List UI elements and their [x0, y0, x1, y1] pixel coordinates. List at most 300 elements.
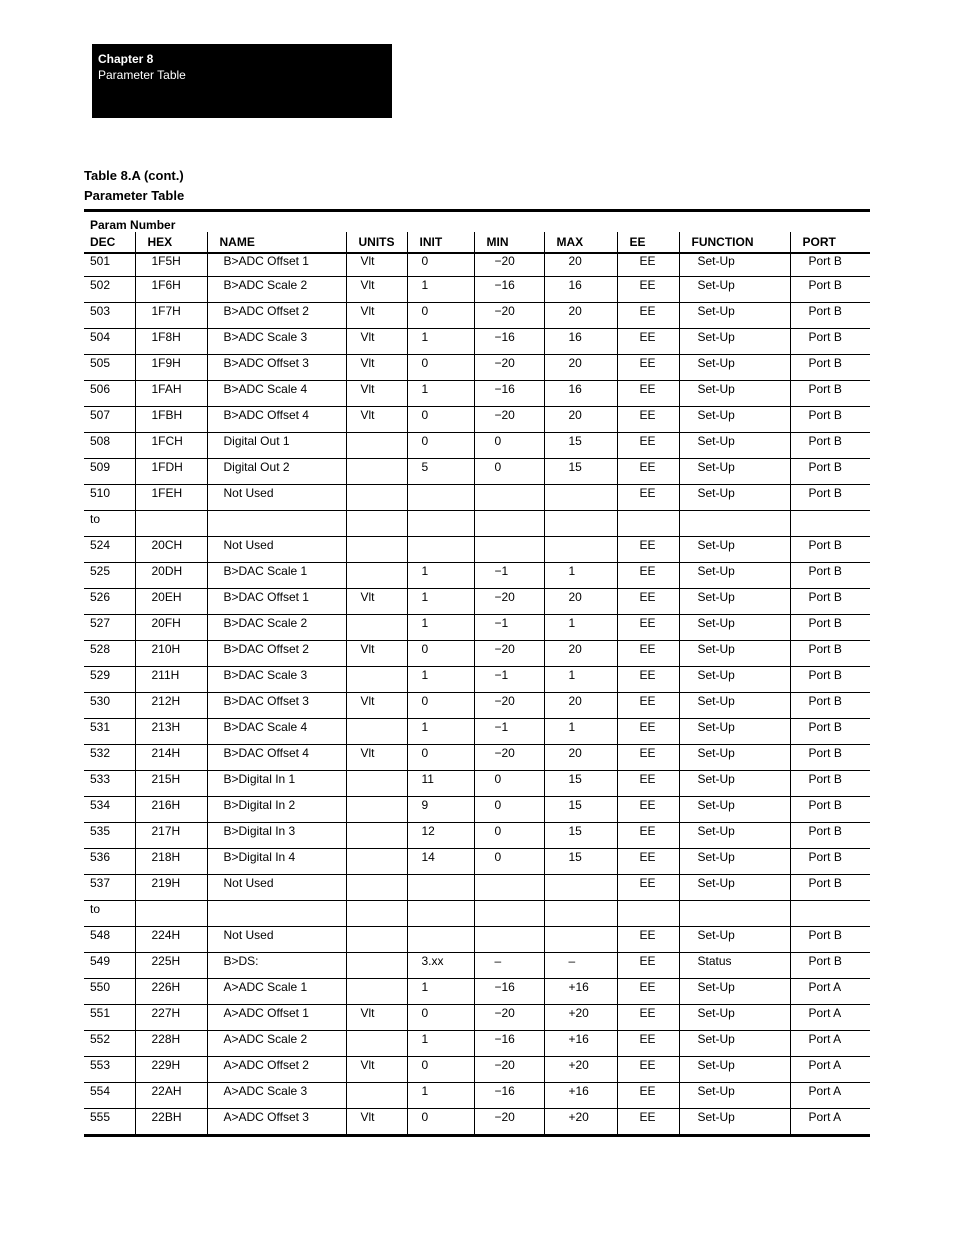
table-row — [84, 875, 870, 901]
cell-max: +16 — [544, 979, 617, 1005]
cell-port: Port B — [790, 667, 870, 693]
cell-port: Port B — [790, 875, 870, 901]
cell-ee: EE — [617, 797, 679, 823]
cell-hex: 218H — [135, 849, 207, 875]
cell-name: B>ADC Offset 1 — [207, 253, 346, 277]
cell-function: Set-Up — [679, 355, 790, 381]
cell-init: 1 — [407, 277, 474, 303]
cell-function: Set-Up — [679, 537, 790, 563]
cell-ee: EE — [617, 745, 679, 771]
cell-name: B>Digital In 4 — [207, 849, 346, 875]
cell-name: B>ADC Scale 2 — [207, 277, 346, 303]
table-row — [84, 253, 870, 277]
cell-ee: EE — [617, 615, 679, 641]
cell-function: Set-Up — [679, 1057, 790, 1083]
cell-max: +20 — [544, 1109, 617, 1136]
cell-hex: 229H — [135, 1057, 207, 1083]
cell-port: Port B — [790, 485, 870, 511]
cell-ee: EE — [617, 953, 679, 979]
cell-function: Set-Up — [679, 771, 790, 797]
table-row — [84, 979, 870, 1005]
cell-max: 15 — [544, 797, 617, 823]
cell-init: 1 — [407, 381, 474, 407]
cell-function: Set-Up — [679, 849, 790, 875]
table-row — [84, 1083, 870, 1109]
cell-max: +20 — [544, 1057, 617, 1083]
cell-init — [407, 927, 474, 953]
cell-function: Set-Up — [679, 979, 790, 1005]
cell-max: 16 — [544, 381, 617, 407]
cell-ee: EE — [617, 667, 679, 693]
cell-min: −1 — [474, 719, 544, 745]
cell-name — [207, 511, 346, 537]
cell-dec: 524 — [84, 537, 135, 563]
cell-name: B>DAC Scale 4 — [207, 719, 346, 745]
cell-function: Set-Up — [679, 485, 790, 511]
cell-function: Set-Up — [679, 407, 790, 433]
cell-units — [346, 901, 407, 927]
cell-min: −1 — [474, 667, 544, 693]
cell-max: 15 — [544, 849, 617, 875]
cell-function: Set-Up — [679, 641, 790, 667]
table-row — [84, 1031, 870, 1057]
cell-dec: 508 — [84, 433, 135, 459]
cell-min — [474, 537, 544, 563]
table-row — [84, 693, 870, 719]
cell-max — [544, 537, 617, 563]
cell-name: A>ADC Offset 1 — [207, 1005, 346, 1031]
cell-units — [346, 667, 407, 693]
cell-init: 1 — [407, 589, 474, 615]
cell-units: Vlt — [346, 253, 407, 277]
cell-hex: 20DH — [135, 563, 207, 589]
cell-ee: EE — [617, 407, 679, 433]
cell-units — [346, 823, 407, 849]
cell-min: −20 — [474, 1109, 544, 1136]
table-row — [84, 667, 870, 693]
cell-units: Vlt — [346, 329, 407, 355]
cell-hex: 211H — [135, 667, 207, 693]
cell-units — [346, 875, 407, 901]
cell-ee: EE — [617, 875, 679, 901]
cell-units — [346, 615, 407, 641]
cell-dec: 552 — [84, 1031, 135, 1057]
cell-ee: EE — [617, 979, 679, 1005]
cell-units — [346, 1031, 407, 1057]
cell-min: −16 — [474, 381, 544, 407]
cell-hex: 1FAH — [135, 381, 207, 407]
cell-port: Port A — [790, 1005, 870, 1031]
cell-init: 14 — [407, 849, 474, 875]
cell-port: Port A — [790, 1109, 870, 1136]
cell-min: −16 — [474, 1031, 544, 1057]
cell-units: Vlt — [346, 277, 407, 303]
cell-dec: 526 — [84, 589, 135, 615]
cell-init — [407, 875, 474, 901]
cell-units — [346, 927, 407, 953]
cell-ee: EE — [617, 277, 679, 303]
cell-units — [346, 433, 407, 459]
cell-init: 1 — [407, 615, 474, 641]
cell-init: 5 — [407, 459, 474, 485]
table-subcaption: Parameter Table — [84, 188, 185, 203]
cell-init: 12 — [407, 823, 474, 849]
cell-min: −20 — [474, 745, 544, 771]
cell-function: Set-Up — [679, 563, 790, 589]
cell-max — [544, 927, 617, 953]
table-row — [84, 1109, 870, 1136]
cell-units — [346, 1083, 407, 1109]
table-row — [84, 823, 870, 849]
cell-units: Vlt — [346, 589, 407, 615]
cell-units: Vlt — [346, 693, 407, 719]
cell-port: Port B — [790, 615, 870, 641]
cell-max: 1 — [544, 563, 617, 589]
cell-units: Vlt — [346, 641, 407, 667]
cell-min: 0 — [474, 849, 544, 875]
cell-dec: 528 — [84, 641, 135, 667]
cell-units: Vlt — [346, 1057, 407, 1083]
table-row — [84, 953, 870, 979]
cell-hex: 1FCH — [135, 433, 207, 459]
cell-ee: EE — [617, 771, 679, 797]
cell-port: Port B — [790, 433, 870, 459]
cell-min: −16 — [474, 329, 544, 355]
cell-name: B>ADC Scale 3 — [207, 329, 346, 355]
cell-function: Set-Up — [679, 693, 790, 719]
cell-max: 15 — [544, 433, 617, 459]
cell-hex — [135, 901, 207, 927]
cell-function: Set-Up — [679, 667, 790, 693]
cell-init — [407, 901, 474, 927]
cell-init: 1 — [407, 1083, 474, 1109]
cell-function: Set-Up — [679, 1005, 790, 1031]
cell-max: 15 — [544, 771, 617, 797]
table-row — [84, 329, 870, 355]
cell-init: 0 — [407, 1109, 474, 1136]
cell-name: B>DAC Offset 1 — [207, 589, 346, 615]
cell-hex: 1F8H — [135, 329, 207, 355]
cell-ee: EE — [617, 719, 679, 745]
cell-function: Set-Up — [679, 253, 790, 277]
cell-port: Port B — [790, 253, 870, 277]
cell-units: Vlt — [346, 1109, 407, 1136]
cell-port: Port B — [790, 381, 870, 407]
cell-init: 0 — [407, 1057, 474, 1083]
cell-init: 0 — [407, 1005, 474, 1031]
cell-name: A>ADC Scale 3 — [207, 1083, 346, 1109]
cell-function: Set-Up — [679, 381, 790, 407]
cell-port: Port B — [790, 303, 870, 329]
cell-min: −1 — [474, 615, 544, 641]
cell-name: A>ADC Offset 3 — [207, 1109, 346, 1136]
cell-dec: 504 — [84, 329, 135, 355]
cell-max: +16 — [544, 1031, 617, 1057]
cell-name: Not Used — [207, 537, 346, 563]
table-row — [84, 615, 870, 641]
cell-max — [544, 511, 617, 537]
cell-hex: 226H — [135, 979, 207, 1005]
table-row — [84, 277, 870, 303]
cell-hex: 20CH — [135, 537, 207, 563]
cell-max: 20 — [544, 745, 617, 771]
cell-min — [474, 875, 544, 901]
chapter-header-box — [92, 44, 392, 118]
cell-min: 0 — [474, 459, 544, 485]
cell-dec: 529 — [84, 667, 135, 693]
cell-max: – — [544, 953, 617, 979]
cell-function: Set-Up — [679, 329, 790, 355]
table-row — [84, 927, 870, 953]
cell-hex: 228H — [135, 1031, 207, 1057]
cell-min: −16 — [474, 979, 544, 1005]
table-row — [84, 771, 870, 797]
cell-dec: 506 — [84, 381, 135, 407]
column-header-min: MIN — [474, 232, 544, 253]
cell-port: Port B — [790, 771, 870, 797]
cell-name: B>DS: — [207, 953, 346, 979]
cell-min: −20 — [474, 1057, 544, 1083]
cell-function: Set-Up — [679, 823, 790, 849]
cell-min — [474, 485, 544, 511]
cell-function: Set-Up — [679, 745, 790, 771]
cell-port: Port A — [790, 1083, 870, 1109]
cell-units — [346, 485, 407, 511]
cell-max — [544, 901, 617, 927]
cell-init: 1 — [407, 719, 474, 745]
table-row — [84, 849, 870, 875]
cell-ee: EE — [617, 589, 679, 615]
cell-max: 20 — [544, 693, 617, 719]
cell-max — [544, 875, 617, 901]
table-row — [84, 1005, 870, 1031]
cell-max: 20 — [544, 253, 617, 277]
parameter-table — [84, 209, 870, 1137]
cell-max: +16 — [544, 1083, 617, 1109]
column-header-ee: EE — [617, 232, 679, 253]
cell-min: −20 — [474, 1005, 544, 1031]
cell-dec: to — [84, 901, 135, 927]
cell-port: Port B — [790, 355, 870, 381]
cell-min: 0 — [474, 433, 544, 459]
cell-hex: 1FDH — [135, 459, 207, 485]
cell-name: B>Digital In 1 — [207, 771, 346, 797]
table-row — [84, 303, 870, 329]
cell-dec: 505 — [84, 355, 135, 381]
cell-dec: 554 — [84, 1083, 135, 1109]
cell-hex: 22AH — [135, 1083, 207, 1109]
cell-port: Port B — [790, 719, 870, 745]
cell-port: Port B — [790, 329, 870, 355]
cell-min: −1 — [474, 563, 544, 589]
cell-hex: 225H — [135, 953, 207, 979]
cell-ee: EE — [617, 355, 679, 381]
cell-port: Port B — [790, 277, 870, 303]
cell-port — [790, 511, 870, 537]
cell-min: −20 — [474, 407, 544, 433]
cell-hex: 210H — [135, 641, 207, 667]
cell-units — [346, 459, 407, 485]
cell-units — [346, 953, 407, 979]
cell-init: 3.xx — [407, 953, 474, 979]
cell-port: Port B — [790, 849, 870, 875]
cell-min — [474, 901, 544, 927]
cell-units — [346, 511, 407, 537]
cell-dec: 550 — [84, 979, 135, 1005]
cell-function: Status — [679, 953, 790, 979]
cell-min: −20 — [474, 641, 544, 667]
cell-dec: 530 — [84, 693, 135, 719]
cell-min: – — [474, 953, 544, 979]
cell-init: 1 — [407, 979, 474, 1005]
cell-max: 1 — [544, 719, 617, 745]
cell-ee: EE — [617, 641, 679, 667]
cell-port: Port B — [790, 589, 870, 615]
cell-min: −20 — [474, 303, 544, 329]
cell-dec: 534 — [84, 797, 135, 823]
table-row — [84, 901, 870, 927]
cell-function: Set-Up — [679, 589, 790, 615]
cell-ee — [617, 901, 679, 927]
table-row — [84, 537, 870, 563]
cell-hex: 213H — [135, 719, 207, 745]
cell-ee: EE — [617, 1031, 679, 1057]
cell-max: 20 — [544, 303, 617, 329]
cell-dec: 507 — [84, 407, 135, 433]
cell-name: B>DAC Offset 2 — [207, 641, 346, 667]
cell-port: Port B — [790, 537, 870, 563]
cell-max: 20 — [544, 355, 617, 381]
cell-min: 0 — [474, 823, 544, 849]
cell-hex: 219H — [135, 875, 207, 901]
cell-port — [790, 901, 870, 927]
cell-init: 1 — [407, 667, 474, 693]
cell-init: 1 — [407, 329, 474, 355]
cell-name: B>Digital In 2 — [207, 797, 346, 823]
cell-port: Port B — [790, 953, 870, 979]
cell-units: Vlt — [346, 1005, 407, 1031]
cell-ee: EE — [617, 927, 679, 953]
cell-max: 20 — [544, 589, 617, 615]
cell-name: B>ADC Scale 4 — [207, 381, 346, 407]
cell-hex: 1FBH — [135, 407, 207, 433]
cell-port: Port A — [790, 1031, 870, 1057]
cell-function: Set-Up — [679, 797, 790, 823]
cell-units: Vlt — [346, 303, 407, 329]
cell-ee: EE — [617, 693, 679, 719]
cell-function: Set-Up — [679, 1031, 790, 1057]
table-caption: Table 8.A (cont.) — [84, 168, 184, 183]
cell-ee: EE — [617, 563, 679, 589]
table-row — [84, 745, 870, 771]
table-row — [84, 407, 870, 433]
cell-name: B>DAC Scale 3 — [207, 667, 346, 693]
cell-function: Set-Up — [679, 277, 790, 303]
chapter-title: Chapter 8 — [98, 52, 154, 66]
cell-init: 0 — [407, 253, 474, 277]
table-row — [84, 641, 870, 667]
cell-units — [346, 979, 407, 1005]
table-row — [84, 381, 870, 407]
cell-ee: EE — [617, 381, 679, 407]
cell-init — [407, 485, 474, 511]
cell-units: Vlt — [346, 745, 407, 771]
cell-name: B>DAC Scale 1 — [207, 563, 346, 589]
cell-dec: 501 — [84, 253, 135, 277]
cell-init: 1 — [407, 563, 474, 589]
cell-min: −20 — [474, 693, 544, 719]
cell-units: Vlt — [346, 407, 407, 433]
table-row — [84, 1057, 870, 1083]
cell-min: 0 — [474, 797, 544, 823]
column-header-port: PORT — [790, 232, 870, 253]
column-header-hex: HEX — [135, 232, 207, 253]
cell-hex: 1F6H — [135, 277, 207, 303]
cell-min: −16 — [474, 1083, 544, 1109]
cell-units: Vlt — [346, 355, 407, 381]
cell-max: 1 — [544, 667, 617, 693]
cell-units — [346, 537, 407, 563]
cell-dec: 527 — [84, 615, 135, 641]
cell-dec: to — [84, 511, 135, 537]
cell-init: 0 — [407, 407, 474, 433]
cell-max: 16 — [544, 277, 617, 303]
cell-hex: 215H — [135, 771, 207, 797]
column-header-dec: DEC — [84, 232, 135, 253]
cell-port: Port A — [790, 979, 870, 1005]
cell-function: Set-Up — [679, 1083, 790, 1109]
cell-name: B>ADC Offset 4 — [207, 407, 346, 433]
cell-dec: 553 — [84, 1057, 135, 1083]
cell-hex: 22BH — [135, 1109, 207, 1136]
cell-init: 0 — [407, 641, 474, 667]
cell-name: B>Digital In 3 — [207, 823, 346, 849]
cell-function: Set-Up — [679, 927, 790, 953]
column-header-init: INIT — [407, 232, 474, 253]
cell-function: Set-Up — [679, 615, 790, 641]
cell-name: B>DAC Offset 3 — [207, 693, 346, 719]
cell-port: Port B — [790, 823, 870, 849]
cell-init: 9 — [407, 797, 474, 823]
cell-function — [679, 511, 790, 537]
cell-min: −16 — [474, 277, 544, 303]
cell-init: 0 — [407, 433, 474, 459]
cell-function: Set-Up — [679, 719, 790, 745]
cell-function: Set-Up — [679, 459, 790, 485]
cell-max: 1 — [544, 615, 617, 641]
cell-function: Set-Up — [679, 875, 790, 901]
cell-name: B>DAC Scale 2 — [207, 615, 346, 641]
cell-function: Set-Up — [679, 1109, 790, 1136]
cell-ee — [617, 511, 679, 537]
cell-hex: 20FH — [135, 615, 207, 641]
cell-dec: 537 — [84, 875, 135, 901]
cell-name: Digital Out 1 — [207, 433, 346, 459]
cell-ee: EE — [617, 329, 679, 355]
cell-hex — [135, 511, 207, 537]
cell-name: A>ADC Scale 1 — [207, 979, 346, 1005]
cell-units: Vlt — [346, 381, 407, 407]
cell-dec: 509 — [84, 459, 135, 485]
cell-function: Set-Up — [679, 303, 790, 329]
cell-name: Not Used — [207, 875, 346, 901]
cell-hex: 212H — [135, 693, 207, 719]
cell-name: A>ADC Offset 2 — [207, 1057, 346, 1083]
cell-name: B>DAC Offset 4 — [207, 745, 346, 771]
table-row — [84, 459, 870, 485]
cell-ee: EE — [617, 459, 679, 485]
cell-name: B>ADC Offset 2 — [207, 303, 346, 329]
